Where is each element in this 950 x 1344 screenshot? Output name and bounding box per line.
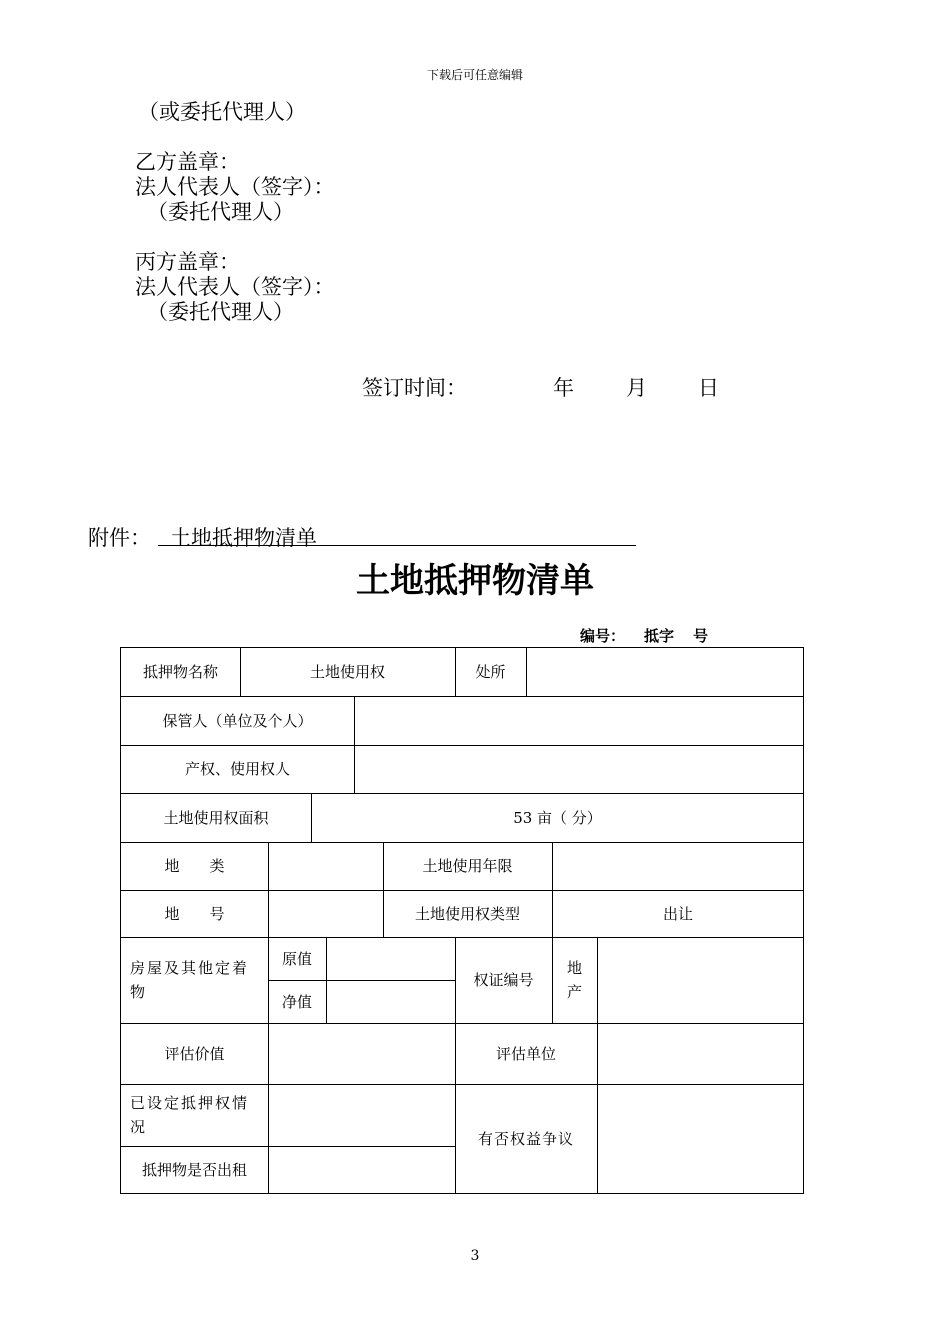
party-c-rep-line: 法人代表人（签字）：	[135, 275, 335, 299]
area-value: 53 亩（ 分）	[513, 808, 602, 827]
cert-no-label: 权证编号	[473, 971, 534, 989]
col-divider	[597, 937, 598, 1194]
leased-label: 抵押物是否出租	[141, 1161, 247, 1179]
right-type-value: 出让	[662, 904, 693, 923]
custodian-label: 保管人（单位及个人）	[162, 711, 313, 730]
party-b-seal-line: 乙方盖章：	[135, 150, 240, 174]
owner-value	[354, 745, 804, 793]
use-term-label: 土地使用年限	[422, 857, 513, 875]
attachment-label: 附件：	[88, 526, 151, 550]
buildings-label: 房屋及其他定着物	[130, 959, 250, 1001]
party-b-rep-line: 法人代表人（签字）：	[135, 175, 335, 199]
sign-date-year: 年	[553, 376, 574, 400]
form-title: 土地抵押物清单	[356, 561, 594, 601]
party-c-seal-line: 丙方盖章：	[135, 250, 240, 274]
custodian-value	[354, 696, 804, 745]
attachment-underline	[158, 545, 636, 546]
party-c-agent-line: （委托代理人）	[147, 300, 294, 324]
land-no-label: 地 号	[164, 904, 225, 923]
party-a-agent-line: （或委托代理人）	[138, 100, 306, 124]
sign-date-month: 月	[626, 376, 647, 400]
location-value	[526, 648, 804, 696]
dispute-label: 有否权益争议	[477, 1130, 574, 1148]
col-divider	[326, 937, 327, 1023]
net-value-label: 净值	[281, 992, 312, 1011]
appraiser-label: 评估单位	[495, 1044, 556, 1063]
right-type-label: 土地使用权类型	[414, 904, 520, 923]
download-note: 下载后可任意编辑	[426, 68, 523, 82]
attachment-value: 土地抵押物清单	[170, 526, 317, 550]
sign-date-day: 日	[698, 376, 719, 400]
sign-date-label: 签订时间：	[362, 376, 467, 400]
serial-suffix: 号	[693, 627, 709, 645]
location-label: 处所	[475, 663, 506, 681]
land-prop-label: 地产	[566, 959, 582, 1001]
serial-value: 抵字	[644, 627, 675, 645]
party-b-agent-line: （委托代理人）	[147, 200, 294, 224]
item-name-value: 土地使用权	[309, 663, 385, 681]
owner-label: 产权、使用权人	[184, 760, 290, 778]
land-class-label: 地 类	[164, 857, 225, 875]
original-value-label: 原值	[281, 949, 312, 968]
existing-mortgage-label: 已设定抵押权情况	[130, 1094, 250, 1136]
page-number: 3	[470, 1248, 480, 1264]
item-name-label: 抵押物名称	[142, 663, 218, 681]
collateral-list-table	[120, 647, 804, 1194]
area-label: 土地使用权面积	[163, 808, 269, 827]
serial-label: 编号：	[580, 627, 626, 645]
appraisal-value-label: 评估价值	[164, 1044, 225, 1063]
